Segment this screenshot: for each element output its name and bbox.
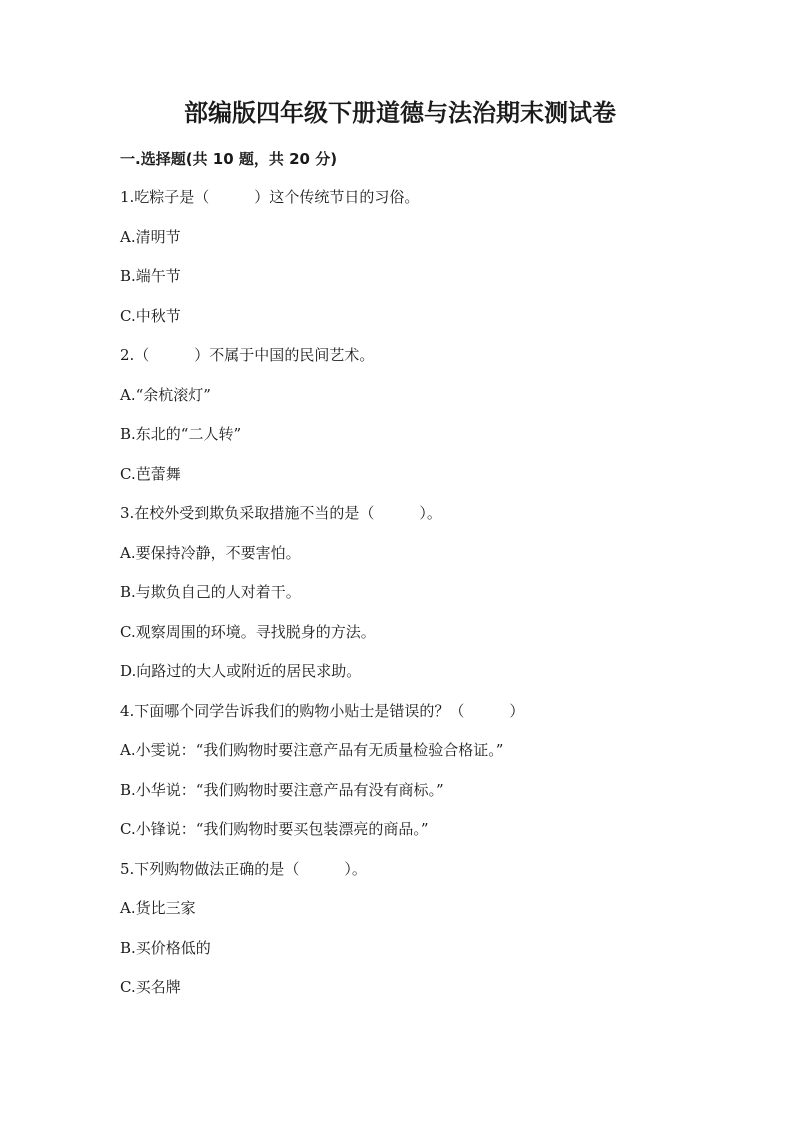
- question-stem: 5.下列购物做法正确的是（ ）。: [120, 859, 367, 878]
- answer-option: A.要保持冷静，不要害怕。: [120, 543, 301, 562]
- answer-option: C.中秋节: [120, 306, 181, 325]
- answer-option: B.端午节: [120, 267, 181, 285]
- document-title: 部编版四年级下册道德与法治期末测试卷: [184, 99, 616, 127]
- answer-option: A.小雯说：“我们购物时要注意产品有无质量检验合格证。”: [120, 741, 504, 759]
- answer-option: C.小锋说：“我们购物时要买包装漂亮的商品。”: [120, 820, 429, 838]
- answer-option: B.买价格低的: [120, 938, 211, 957]
- question-list: [120, 185, 524, 1015]
- answer-option: C.芭蕾舞: [120, 464, 181, 483]
- answer-option: B.东北的“二人转”: [120, 425, 242, 443]
- answer-option: B.小华说：“我们购物时要注意产品有没有商标。”: [120, 780, 444, 799]
- answer-option: A.货比三家: [120, 899, 196, 917]
- question-stem: 1.吃粽子是（ ）这个传统节日的习俗。: [120, 188, 420, 206]
- answer-option: A.清明节: [120, 227, 181, 246]
- question-stem: 2.（ ）不属于中国的民间艺术。: [120, 346, 375, 364]
- answer-option: A.“余杭滚灯”: [120, 385, 211, 404]
- answer-option: C.观察周围的环境。寻找脱身的方法。: [120, 622, 376, 641]
- section-heading: 一.选择题(共 10 题，共 20 分): [120, 150, 338, 168]
- question-stem: 3.在校外受到欺负采取措施不当的是（ ）。: [120, 504, 442, 522]
- answer-option: B.与欺负自己的人对着干。: [120, 583, 301, 601]
- question-stem: 4.下面哪个同学告诉我们的购物小贴士是错误的？（ ）: [120, 701, 525, 720]
- answer-option: D.向路过的大人或附近的居民求助。: [120, 662, 362, 680]
- answer-option: C.买名牌: [120, 978, 181, 996]
